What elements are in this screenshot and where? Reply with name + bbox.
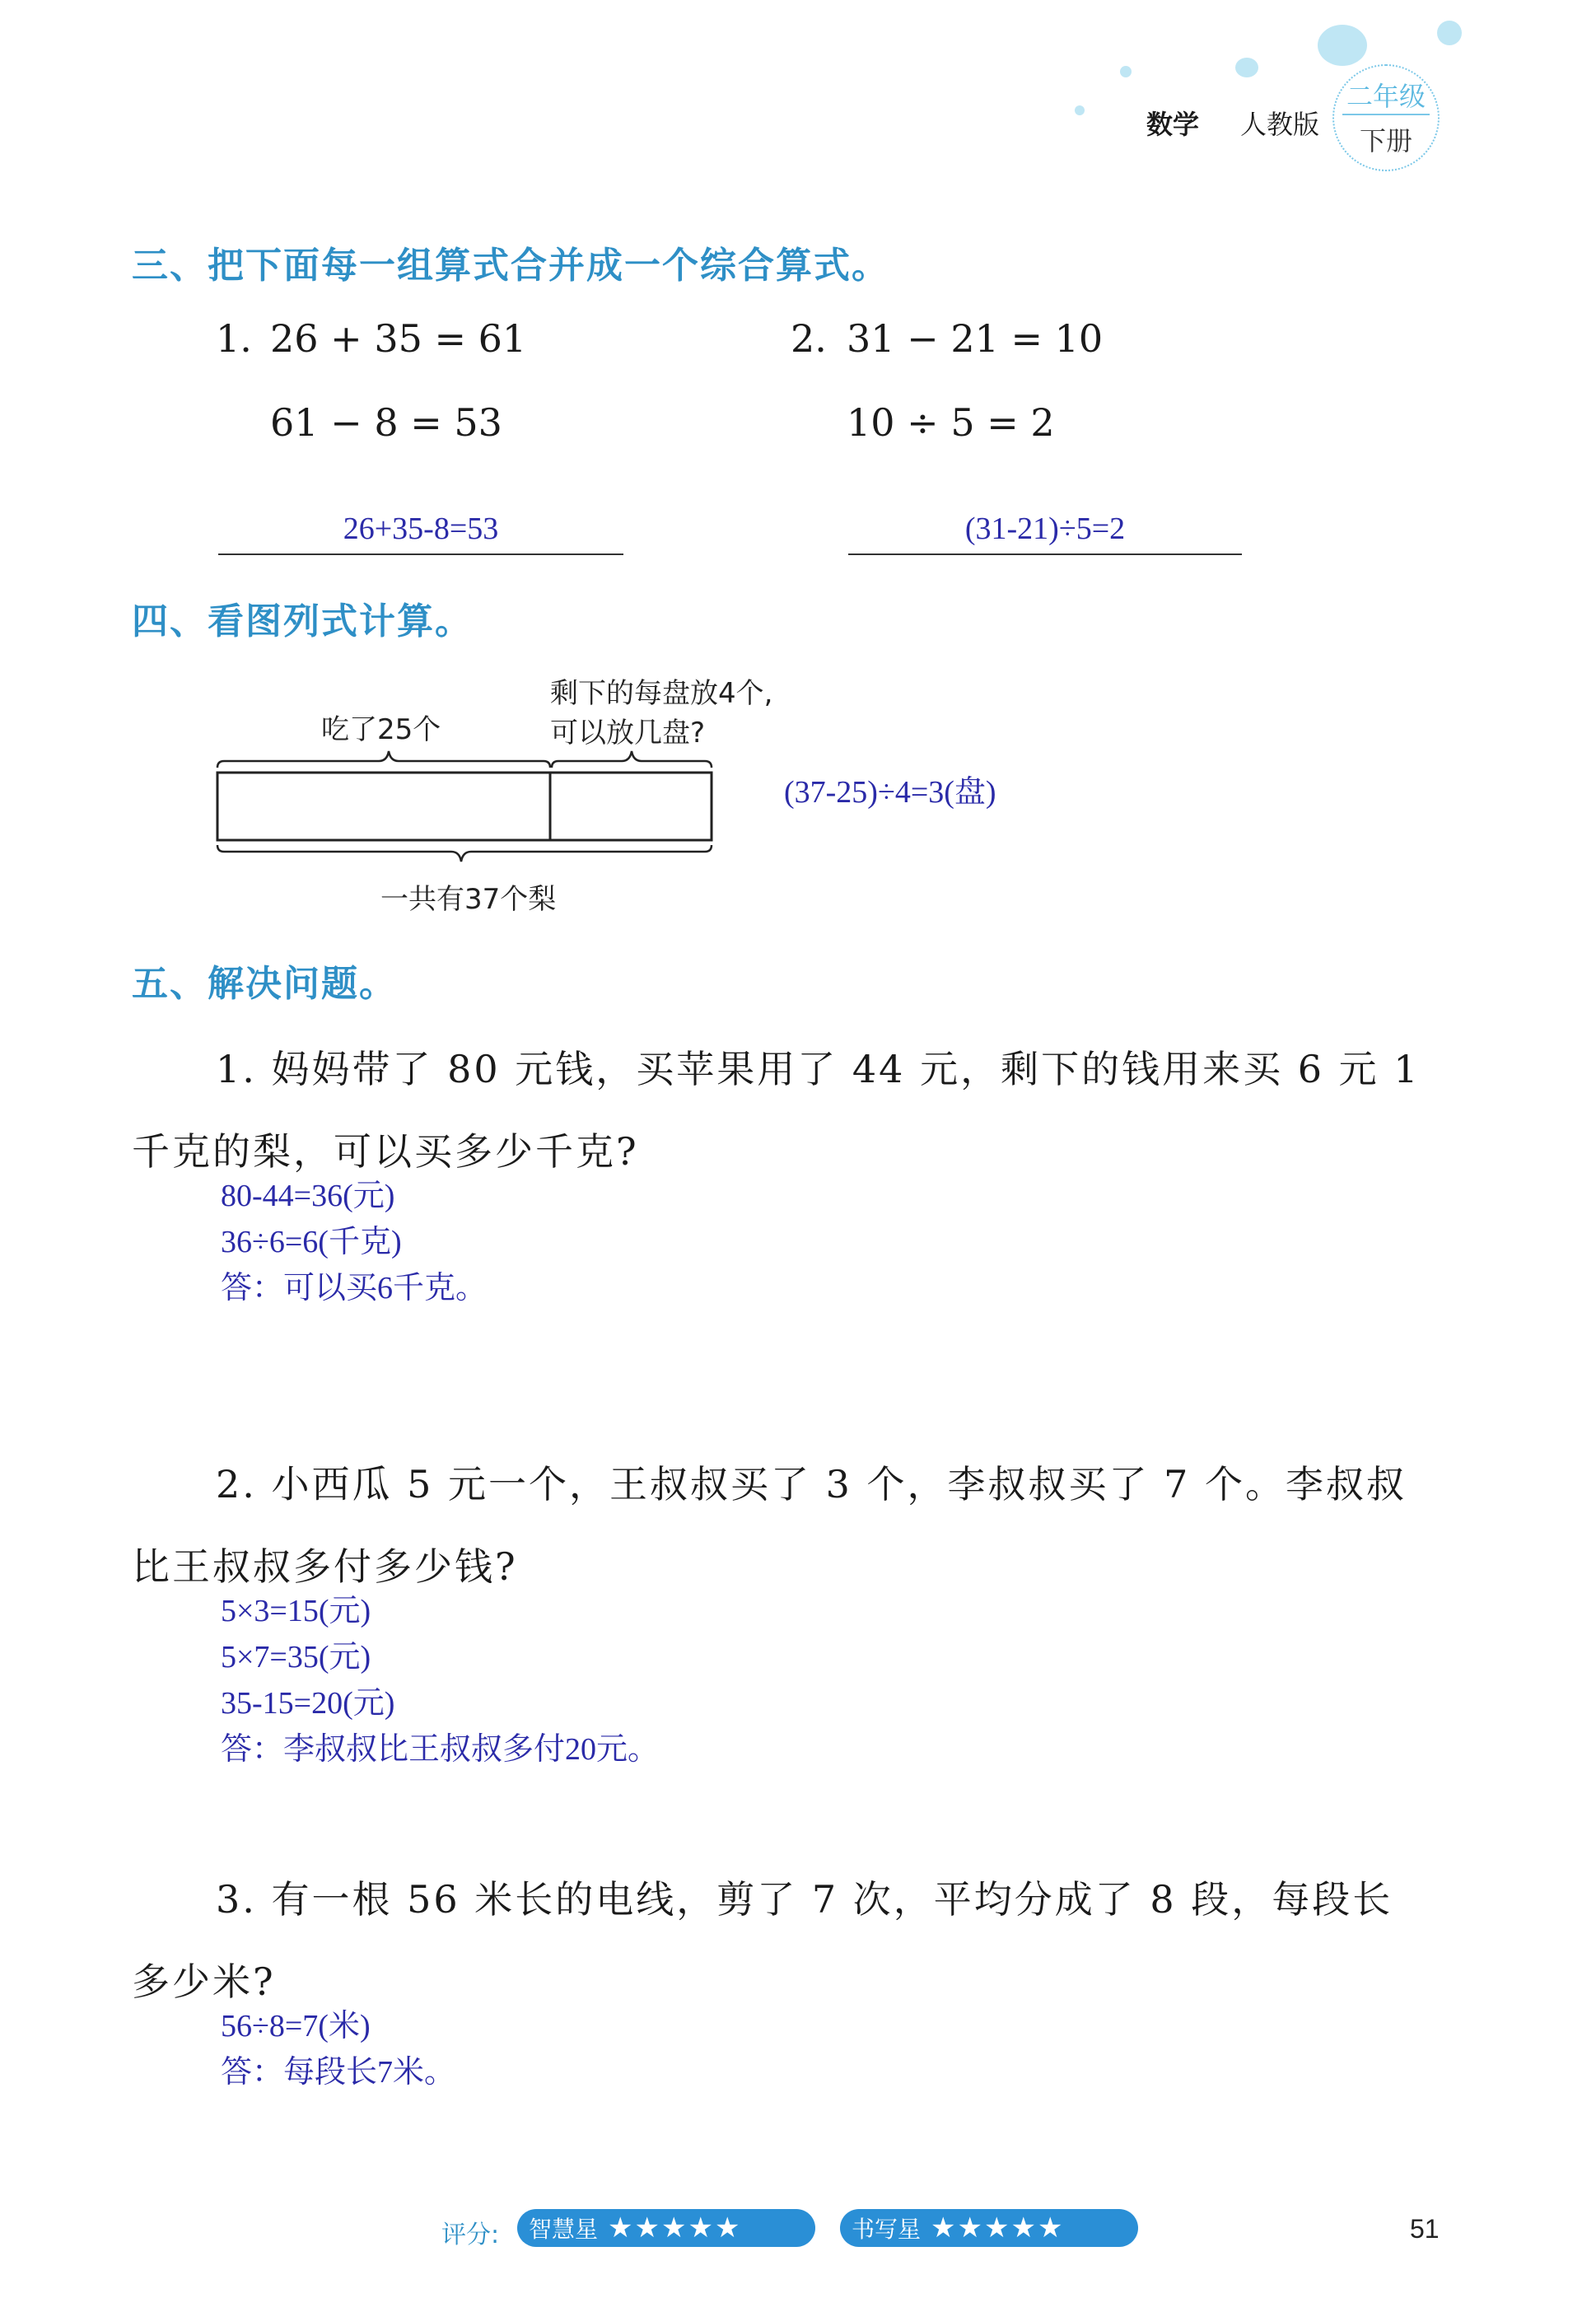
wisdom-star-label: 智慧星 [529, 2216, 599, 2243]
group1-label: 1. [216, 316, 252, 361]
header-subject: 数学 [1146, 109, 1200, 140]
diagram-question-line1: 剩下的每盘放4个, [550, 677, 773, 710]
problem3-answer-2: 答：每段长7米。 [221, 2055, 456, 2090]
writing-star-label: 书写星 [852, 2216, 922, 2243]
group2-answer: (31-21)÷5=2 [964, 511, 1126, 546]
decor-dot [1235, 58, 1258, 77]
brace-remaining [552, 751, 712, 768]
problem3-answer-1: 56÷8=7(米) [221, 2009, 371, 2043]
group1-line1: 26 + 35 = 61 [270, 316, 527, 361]
writing-star-badge [840, 2209, 1138, 2247]
volume-label: 下册 [1359, 125, 1412, 156]
decor-dot [1318, 25, 1367, 66]
problem1-line1: 1. 妈妈带了 80 元钱，买苹果用了 44 元，剩下的钱用来买 6 元 1 [216, 1047, 1421, 1091]
group1-answer: 26+35-8=53 [343, 511, 499, 546]
section3-title: 三、把下面每一组算式合并成一个综合算式。 [132, 245, 889, 287]
section4-title: 四、看图列式计算。 [132, 600, 473, 642]
problem3-line2: 多少米? [132, 1959, 276, 2004]
grade-divider [1342, 114, 1430, 115]
decor-dot [1120, 66, 1132, 77]
score-label: 评分: [441, 2221, 500, 2249]
section4-answer: (37-25)÷4=3(盘) [784, 775, 996, 810]
problem1-answer-3: 答：可以买6千克。 [221, 1271, 488, 1305]
group2-line2: 10 ÷ 5 = 2 [847, 400, 1055, 445]
group2-answer-line [848, 553, 1242, 555]
page-number: 51 [1410, 2214, 1440, 2244]
writing-stars[interactable]: ★★★★★ [931, 2212, 1065, 2244]
wisdom-stars[interactable]: ★★★★★ [608, 2212, 742, 2244]
wisdom-star-badge [517, 2209, 815, 2247]
problem2-line2: 比王叔叔多付多少钱? [132, 1544, 518, 1589]
diagram-total-label: 一共有37个梨 [380, 883, 557, 916]
problem2-answer-3: 35-15=20(元) [221, 1686, 395, 1721]
grade-label: 二年级 [1346, 81, 1426, 112]
group2-label: 2. [791, 316, 827, 361]
group1-line2: 61 − 8 = 53 [270, 400, 502, 445]
group1-answer-line [218, 553, 623, 555]
grade-badge [1332, 64, 1440, 171]
bar-total [217, 773, 712, 840]
brace-eaten [217, 751, 550, 768]
section5-title: 五、解决问题。 [132, 963, 397, 1005]
problem1-answer-2: 36÷6=6(千克) [221, 1225, 402, 1259]
problem2-line1: 2. 小西瓜 5 元一个，王叔叔买了 3 个，李叔叔买了 7 个。李叔叔 [216, 1462, 1407, 1506]
problem1-line2: 千克的梨，可以买多少千克? [132, 1129, 639, 1174]
decor-dot [1437, 21, 1462, 45]
problem1-answer-1: 80-44=36(元) [221, 1179, 395, 1213]
diagram-eaten-label: 吃了25个 [321, 713, 441, 746]
group2-line1: 31 − 21 = 10 [847, 316, 1104, 361]
problem2-answer-4: 答：李叔叔比王叔叔多付20元。 [221, 1732, 660, 1767]
problem3-line1: 3. 有一根 56 米长的电线，剪了 7 次，平均分成了 8 段，每段长 [216, 1877, 1393, 1922]
brace-total [217, 845, 712, 862]
problem2-answer-1: 5×3=15(元) [221, 1594, 371, 1628]
header-edition: 人教版 [1240, 109, 1320, 140]
problem2-answer-2: 5×7=35(元) [221, 1640, 371, 1674]
decor-dot [1075, 105, 1085, 115]
diagram-question-line2: 可以放几盘? [550, 717, 706, 750]
